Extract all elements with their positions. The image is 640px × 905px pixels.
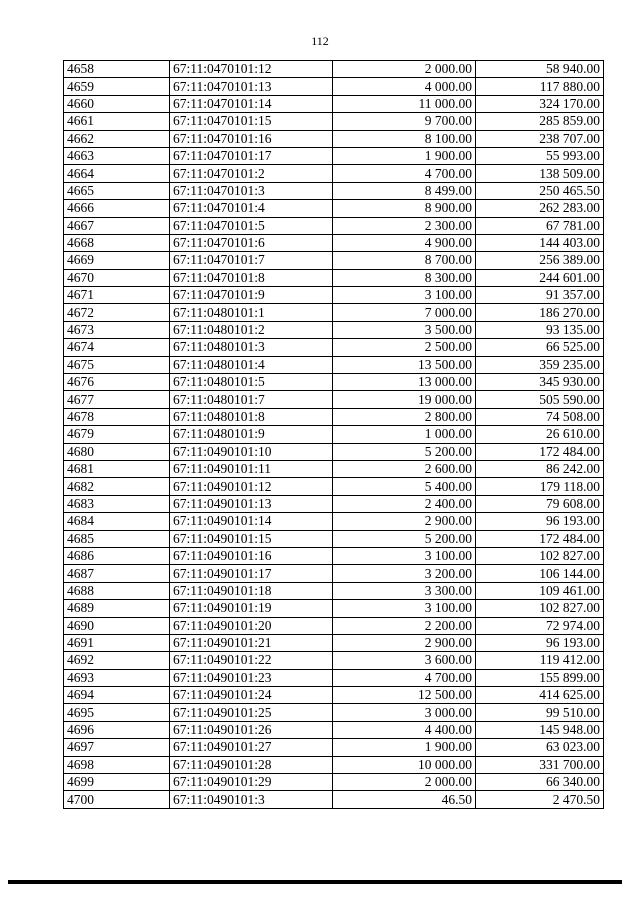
table-row [64, 600, 604, 617]
area-cell: 3 100.00 [333, 547, 476, 564]
row-number-cell: 4683 [64, 495, 170, 512]
table-row [64, 78, 604, 95]
cadastral-number-cell: 67:11:0470101:8 [170, 269, 333, 286]
table-row [64, 791, 604, 808]
table-row [64, 287, 604, 304]
cadastral-number-cell: 67:11:0470101:12 [170, 61, 333, 78]
value-cell: 96 193.00 [476, 634, 604, 651]
cadastral-number-cell: 67:11:0480101:8 [170, 408, 333, 425]
area-cell: 13 500.00 [333, 356, 476, 373]
page-number: 112 [311, 34, 329, 48]
table-row [64, 617, 604, 634]
area-cell: 12 500.00 [333, 687, 476, 704]
cadastral-number-cell: 67:11:0490101:27 [170, 739, 333, 756]
area-cell: 4 900.00 [333, 234, 476, 251]
cadastral-number-cell: 67:11:0490101:11 [170, 460, 333, 477]
value-cell: 285 859.00 [476, 113, 604, 130]
row-number-cell: 4673 [64, 321, 170, 338]
value-cell: 72 974.00 [476, 617, 604, 634]
table-row [64, 513, 604, 530]
row-number-cell: 4685 [64, 530, 170, 547]
value-cell: 262 283.00 [476, 200, 604, 217]
area-cell: 4 700.00 [333, 669, 476, 686]
value-cell: 244 601.00 [476, 269, 604, 286]
area-cell: 3 500.00 [333, 321, 476, 338]
table-row [64, 582, 604, 599]
value-cell: 102 827.00 [476, 600, 604, 617]
row-number-cell: 4688 [64, 582, 170, 599]
row-number-cell: 4664 [64, 165, 170, 182]
value-cell: 102 827.00 [476, 547, 604, 564]
row-number-cell: 4667 [64, 217, 170, 234]
row-number-cell: 4681 [64, 460, 170, 477]
cadastral-number-cell: 67:11:0490101:14 [170, 513, 333, 530]
row-number-cell: 4699 [64, 774, 170, 791]
value-cell: 186 270.00 [476, 304, 604, 321]
table-row [64, 408, 604, 425]
value-cell: 2 470.50 [476, 791, 604, 808]
area-cell: 2 300.00 [333, 217, 476, 234]
table-row [64, 269, 604, 286]
area-cell: 2 000.00 [333, 61, 476, 78]
cadastral-number-cell: 67:11:0490101:29 [170, 774, 333, 791]
row-number-cell: 4675 [64, 356, 170, 373]
value-cell: 66 525.00 [476, 339, 604, 356]
row-number-cell: 4663 [64, 147, 170, 164]
row-number-cell: 4674 [64, 339, 170, 356]
value-cell: 119 412.00 [476, 652, 604, 669]
cadastral-number-cell: 67:11:0470101:6 [170, 234, 333, 251]
cadastral-number-cell: 67:11:0490101:28 [170, 756, 333, 773]
table-row [64, 130, 604, 147]
area-cell: 5 400.00 [333, 478, 476, 495]
row-number-cell: 4696 [64, 721, 170, 738]
cadastral-number-cell: 67:11:0480101:9 [170, 426, 333, 443]
row-number-cell: 4668 [64, 234, 170, 251]
row-number-cell: 4669 [64, 252, 170, 269]
row-number-cell: 4660 [64, 95, 170, 112]
row-number-cell: 4661 [64, 113, 170, 130]
cadastral-number-cell: 67:11:0470101:3 [170, 182, 333, 199]
area-cell: 2 800.00 [333, 408, 476, 425]
cadastral-number-cell: 67:11:0470101:16 [170, 130, 333, 147]
cadastral-number-cell: 67:11:0490101:25 [170, 704, 333, 721]
table-row [64, 356, 604, 373]
table-row [64, 478, 604, 495]
value-cell: 96 193.00 [476, 513, 604, 530]
value-cell: 67 781.00 [476, 217, 604, 234]
area-cell: 4 400.00 [333, 721, 476, 738]
cadastral-number-cell: 67:11:0490101:16 [170, 547, 333, 564]
row-number-cell: 4672 [64, 304, 170, 321]
table-row [64, 495, 604, 512]
row-number-cell: 4665 [64, 182, 170, 199]
row-number-cell: 4679 [64, 426, 170, 443]
table-row [64, 652, 604, 669]
table-row [64, 182, 604, 199]
value-cell: 91 357.00 [476, 287, 604, 304]
cadastral-number-cell: 67:11:0490101:23 [170, 669, 333, 686]
cadastral-number-cell: 67:11:0470101:5 [170, 217, 333, 234]
table-row [64, 252, 604, 269]
cadastral-number-cell: 67:11:0490101:24 [170, 687, 333, 704]
area-cell: 2 000.00 [333, 774, 476, 791]
value-cell: 250 465.50 [476, 182, 604, 199]
table-row [64, 721, 604, 738]
value-cell: 331 700.00 [476, 756, 604, 773]
table-row [64, 704, 604, 721]
area-cell: 13 000.00 [333, 374, 476, 391]
row-number-cell: 4678 [64, 408, 170, 425]
value-cell: 324 170.00 [476, 95, 604, 112]
value-cell: 359 235.00 [476, 356, 604, 373]
area-cell: 5 200.00 [333, 443, 476, 460]
area-cell: 46.50 [333, 791, 476, 808]
area-cell: 1 900.00 [333, 147, 476, 164]
table-row [64, 374, 604, 391]
table-row [64, 634, 604, 651]
bottom-rule [8, 880, 622, 884]
row-number-cell: 4666 [64, 200, 170, 217]
row-number-cell: 4690 [64, 617, 170, 634]
area-cell: 3 300.00 [333, 582, 476, 599]
value-cell: 145 948.00 [476, 721, 604, 738]
area-cell: 2 900.00 [333, 634, 476, 651]
area-cell: 8 900.00 [333, 200, 476, 217]
area-cell: 5 200.00 [333, 530, 476, 547]
value-cell: 144 403.00 [476, 234, 604, 251]
value-cell: 93 135.00 [476, 321, 604, 338]
value-cell: 172 484.00 [476, 443, 604, 460]
row-number-cell: 4662 [64, 130, 170, 147]
row-number-cell: 4671 [64, 287, 170, 304]
value-cell: 86 242.00 [476, 460, 604, 477]
table-row [64, 95, 604, 112]
area-cell: 2 400.00 [333, 495, 476, 512]
cadastral-number-cell: 67:11:0480101:2 [170, 321, 333, 338]
area-cell: 8 700.00 [333, 252, 476, 269]
cadastral-number-cell: 67:11:0470101:2 [170, 165, 333, 182]
area-cell: 8 499.00 [333, 182, 476, 199]
area-cell: 11 000.00 [333, 95, 476, 112]
area-cell: 3 200.00 [333, 565, 476, 582]
value-cell: 66 340.00 [476, 774, 604, 791]
row-number-cell: 4694 [64, 687, 170, 704]
table-row [64, 530, 604, 547]
area-cell: 2 500.00 [333, 339, 476, 356]
table-row [64, 443, 604, 460]
table-row [64, 774, 604, 791]
value-cell: 63 023.00 [476, 739, 604, 756]
table-row [64, 234, 604, 251]
table-row [64, 321, 604, 338]
table-row [64, 304, 604, 321]
row-number-cell: 4682 [64, 478, 170, 495]
row-number-cell: 4698 [64, 756, 170, 773]
cadastral-number-cell: 67:11:0480101:4 [170, 356, 333, 373]
row-number-cell: 4686 [64, 547, 170, 564]
table-row [64, 339, 604, 356]
value-cell: 155 899.00 [476, 669, 604, 686]
table-row [64, 165, 604, 182]
cadastral-number-cell: 67:11:0480101:1 [170, 304, 333, 321]
cadastral-number-cell: 67:11:0490101:22 [170, 652, 333, 669]
value-cell: 26 610.00 [476, 426, 604, 443]
area-cell: 1 900.00 [333, 739, 476, 756]
area-cell: 7 000.00 [333, 304, 476, 321]
row-number-cell: 4658 [64, 61, 170, 78]
row-number-cell: 4676 [64, 374, 170, 391]
value-cell: 109 461.00 [476, 582, 604, 599]
value-cell: 414 625.00 [476, 687, 604, 704]
value-cell: 55 993.00 [476, 147, 604, 164]
cadastral-number-cell: 67:11:0470101:9 [170, 287, 333, 304]
cadastral-number-cell: 67:11:0490101:15 [170, 530, 333, 547]
cadastral-number-cell: 67:11:0490101:10 [170, 443, 333, 460]
table-row [64, 217, 604, 234]
area-cell: 4 000.00 [333, 78, 476, 95]
value-cell: 58 940.00 [476, 61, 604, 78]
value-cell: 106 144.00 [476, 565, 604, 582]
value-cell: 117 880.00 [476, 78, 604, 95]
value-cell: 238 707.00 [476, 130, 604, 147]
value-cell: 345 930.00 [476, 374, 604, 391]
row-number-cell: 4689 [64, 600, 170, 617]
area-cell: 3 000.00 [333, 704, 476, 721]
row-number-cell: 4697 [64, 739, 170, 756]
area-cell: 2 200.00 [333, 617, 476, 634]
row-number-cell: 4700 [64, 791, 170, 808]
value-cell: 74 508.00 [476, 408, 604, 425]
cadastral-number-cell: 67:11:0470101:13 [170, 78, 333, 95]
cadastral-number-cell: 67:11:0490101:17 [170, 565, 333, 582]
row-number-cell: 4692 [64, 652, 170, 669]
table-row [64, 61, 604, 78]
row-number-cell: 4693 [64, 669, 170, 686]
row-number-cell: 4677 [64, 391, 170, 408]
cadastral-number-cell: 67:11:0480101:3 [170, 339, 333, 356]
row-number-cell: 4684 [64, 513, 170, 530]
table-row [64, 200, 604, 217]
cadastral-number-cell: 67:11:0490101:18 [170, 582, 333, 599]
area-cell: 2 900.00 [333, 513, 476, 530]
table-row [64, 756, 604, 773]
table-row [64, 565, 604, 582]
table-row [64, 669, 604, 686]
cadastral-number-cell: 67:11:0490101:3 [170, 791, 333, 808]
table-row [64, 391, 604, 408]
row-number-cell: 4695 [64, 704, 170, 721]
table-row [64, 426, 604, 443]
cadastral-table [63, 60, 604, 809]
cadastral-number-cell: 67:11:0490101:12 [170, 478, 333, 495]
table-row [64, 460, 604, 477]
cadastral-number-cell: 67:11:0470101:15 [170, 113, 333, 130]
row-number-cell: 4670 [64, 269, 170, 286]
table-row [64, 687, 604, 704]
row-number-cell: 4659 [64, 78, 170, 95]
area-cell: 4 700.00 [333, 165, 476, 182]
value-cell: 505 590.00 [476, 391, 604, 408]
area-cell: 8 100.00 [333, 130, 476, 147]
table-row [64, 739, 604, 756]
row-number-cell: 4687 [64, 565, 170, 582]
table-body [64, 61, 604, 809]
cadastral-number-cell: 67:11:0490101:21 [170, 634, 333, 651]
area-cell: 19 000.00 [333, 391, 476, 408]
cadastral-number-cell: 67:11:0470101:4 [170, 200, 333, 217]
row-number-cell: 4680 [64, 443, 170, 460]
area-cell: 9 700.00 [333, 113, 476, 130]
area-cell: 2 600.00 [333, 460, 476, 477]
area-cell: 3 600.00 [333, 652, 476, 669]
area-cell: 1 000.00 [333, 426, 476, 443]
value-cell: 256 389.00 [476, 252, 604, 269]
cadastral-number-cell: 67:11:0490101:13 [170, 495, 333, 512]
cadastral-number-cell: 67:11:0490101:20 [170, 617, 333, 634]
table-row [64, 547, 604, 564]
area-cell: 8 300.00 [333, 269, 476, 286]
table-row [64, 147, 604, 164]
table-row [64, 113, 604, 130]
value-cell: 172 484.00 [476, 530, 604, 547]
cadastral-number-cell: 67:11:0470101:14 [170, 95, 333, 112]
row-number-cell: 4691 [64, 634, 170, 651]
cadastral-number-cell: 67:11:0480101:7 [170, 391, 333, 408]
cadastral-number-cell: 67:11:0470101:17 [170, 147, 333, 164]
area-cell: 10 000.00 [333, 756, 476, 773]
cadastral-number-cell: 67:11:0490101:19 [170, 600, 333, 617]
value-cell: 99 510.00 [476, 704, 604, 721]
value-cell: 138 509.00 [476, 165, 604, 182]
cadastral-number-cell: 67:11:0470101:7 [170, 252, 333, 269]
cadastral-number-cell: 67:11:0490101:26 [170, 721, 333, 738]
area-cell: 3 100.00 [333, 287, 476, 304]
value-cell: 79 608.00 [476, 495, 604, 512]
area-cell: 3 100.00 [333, 600, 476, 617]
value-cell: 179 118.00 [476, 478, 604, 495]
cadastral-number-cell: 67:11:0480101:5 [170, 374, 333, 391]
